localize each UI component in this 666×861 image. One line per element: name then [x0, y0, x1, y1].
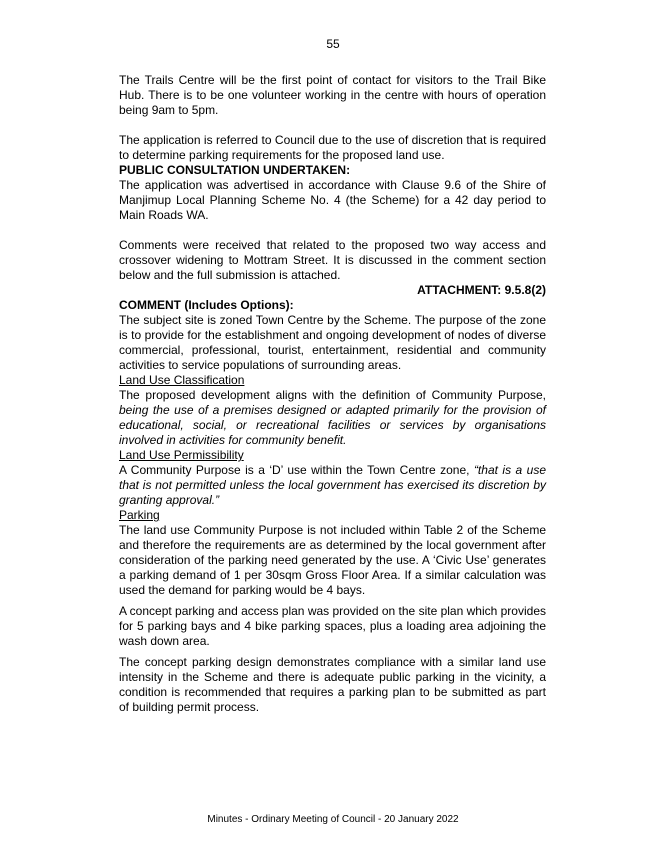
- permissibility-text: A Community Purpose is a ‘D’ use within the Town Centre zone,: [119, 463, 474, 477]
- attachment-reference: ATTACHMENT: 9.5.8(2): [417, 283, 546, 297]
- heading-comment: COMMENT (Includes Options):: [119, 298, 294, 312]
- heading-public-consultation: PUBLIC CONSULTATION UNDERTAKEN:: [119, 163, 351, 177]
- paragraph-concept-plan: A concept parking and access plan was provided on the site plan which provides for 5 parking bays and 4 bike parking spaces, plus a loading area adjoining the wash down area.: [119, 604, 546, 648]
- classification-definition: being the use of a premises designed or adapted primarily for the provision of educational, social, or recreational facilities or services by organisations involved in activities for community benefit.: [119, 403, 546, 447]
- paragraph-concept-design: The concept parking design demonstrates compliance with a similar land use intensity in the Scheme and there is adequate public parking in the vicinity, a condition is recommended that requires a parking plan to be submitted as part of building permit process.: [119, 655, 546, 714]
- classification-text: The proposed development aligns with the definition of Community Purpose,: [119, 388, 546, 402]
- paragraph-advertised: The application was advertised in accordance with Clause 9.6 of the Shire of Manjimup Local Planning Scheme No. 4 (the Scheme) for a 42 day period to Main Roads WA.: [119, 178, 546, 222]
- subheading-land-use-classification: Land Use Classification: [119, 373, 245, 387]
- subheading-land-use-permissibility: Land Use Permissibility: [119, 448, 244, 462]
- paragraph-permissibility: [119, 463, 546, 508]
- paragraph-parking: The land use Community Purpose is not included within Table 2 of the Scheme and therefore the requirements are as determined by the local government after consideration of the parking need generated by the use. A ‘Civic Use’ generates a parking demand of 1 per 30sqm Gross Floor Area. If a similar calculation was used the demand for parking would be 4 bays.: [119, 523, 546, 597]
- paragraph-trails-centre: The Trails Centre will be the first point of contact for visitors to the Trail Bike Hub. There is to be one volunteer working in the centre with hours of operation being 9am to 5pm.: [119, 73, 546, 117]
- paragraph-referred: The application is referred to Council due to the use of discretion that is required to determine parking requirements for the proposed land use.: [119, 133, 546, 162]
- document-body: [119, 73, 546, 715]
- permissibility-quote: “that is a use that is not permitted unless the local government has exercised its discretion by granting approval.”: [119, 463, 546, 507]
- page-footer: Minutes - Ordinary Meeting of Council - 20 January 2022: [207, 814, 459, 825]
- subheading-parking: Parking: [119, 508, 160, 522]
- paragraph-subject-site: The subject site is zoned Town Centre by the Scheme. The purpose of the zone is to provide for the establishment and ongoing development of nodes of diverse commercial, professional, tourist, entertainment, residential and community activities to service populations of surrounding areas.: [119, 313, 546, 372]
- paragraph-comments: Comments were received that related to the proposed two way access and crossover widening to Mottram Street. It is discussed in the comment section below and the full submission is attached.: [119, 238, 546, 282]
- paragraph-classification: [119, 388, 546, 448]
- page-number: 55: [326, 37, 340, 51]
